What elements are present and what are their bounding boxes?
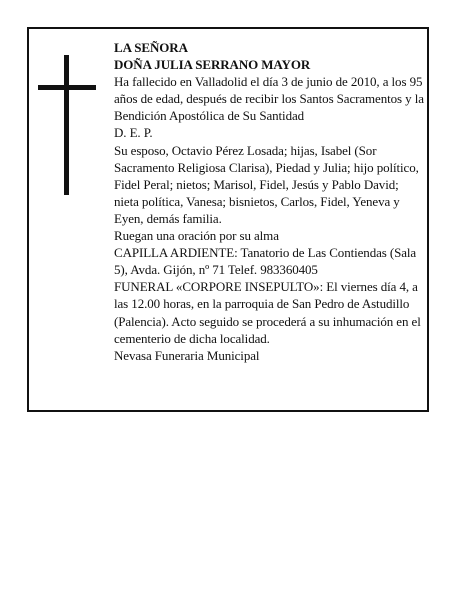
obituary-text — [114, 39, 424, 364]
notice-title: LA SEÑORA — [114, 40, 188, 55]
dep-text: D. E. P. — [114, 125, 153, 141]
funeral-info: FUNERAL «CORPORE INSEPULTO»: El viernes día 4, a las 12.00 horas, en la parroquia de San Pedro de Astudillo (Palencia). Acto seguido se procederá a su inhumación en el cementerio de dicha localidad. — [114, 279, 421, 346]
cross-horizontal-bar — [38, 85, 96, 90]
chapel-info: CAPILLA ARDIENTE: Tanatorio de Las Contiendas (Sala 5), Avda. Gijón, nº 71 Telef. 983360405 — [114, 245, 417, 278]
funeral-home: Nevasa Funeraria Municipal — [114, 347, 260, 363]
deceased-name: DOÑA JULIA SERRANO MAYOR — [114, 57, 311, 73]
cross-vertical-bar — [64, 55, 69, 195]
prayer-request: Ruegan una oración por su alma — [114, 228, 279, 244]
death-announcement: Ha fallecido en Valladolid el día 3 de junio de 2010, a los 95 años de edad, después de recibir los Santos Sacramentos y la Bendición Apostólica de Su Santidad — [114, 74, 424, 124]
family-list: Su esposo, Octavio Pérez Losada; hijas, Isabel (Sor Sacramento Religiosa Clarisa), Piedad y Julia; hijo político, Fidel Peral; nietos; Marisol, Fidel, Jesús y Pablo David; nieta política, Vanesa; bisnietos, Carlos, Fidel, Yeneva y Eyen, demás familia. — [114, 142, 419, 226]
